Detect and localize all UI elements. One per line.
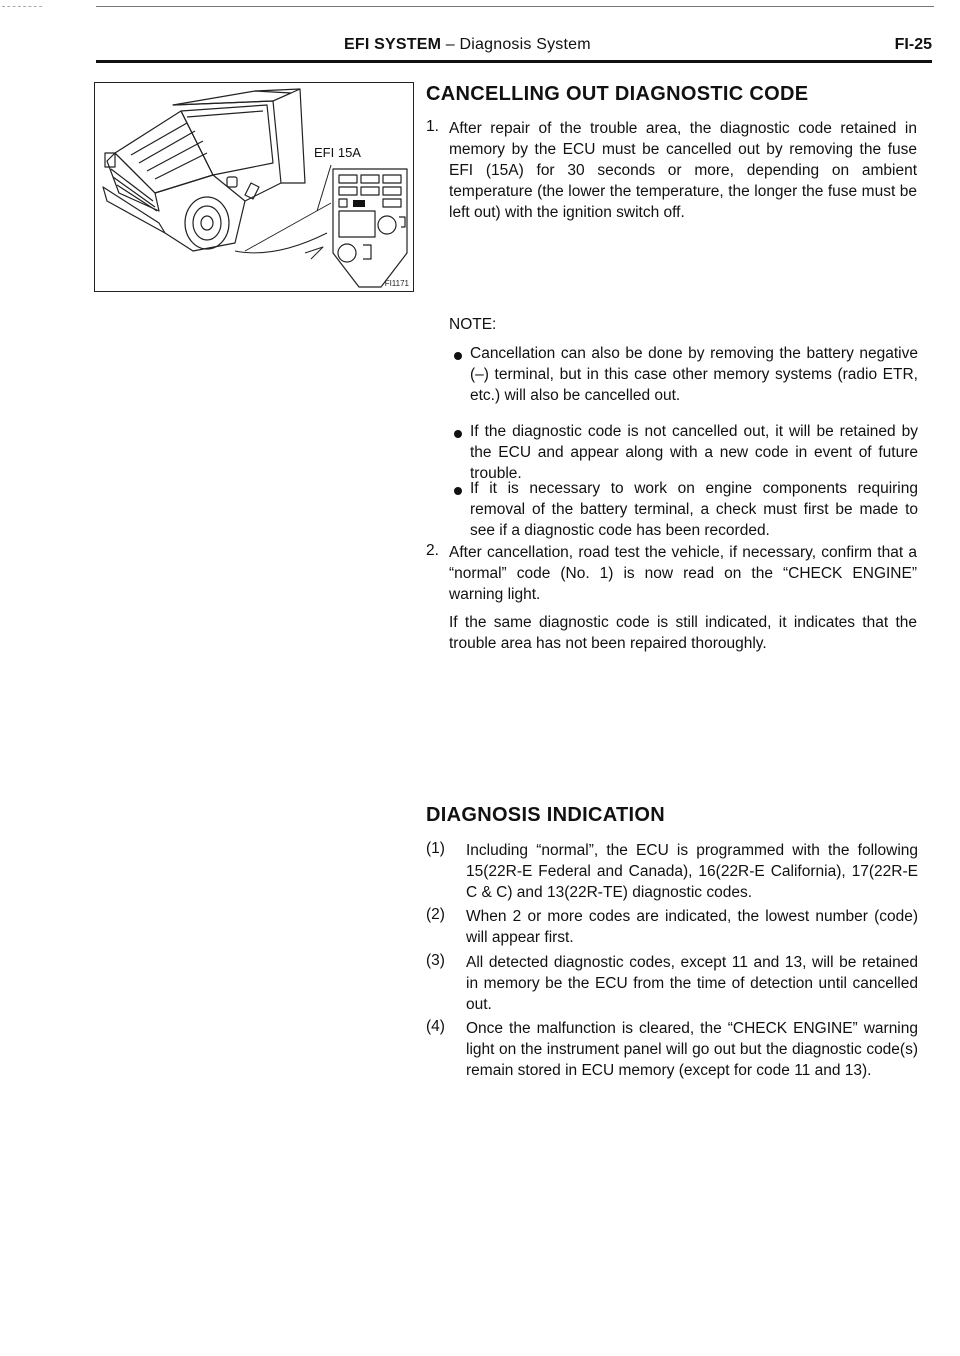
page-header [96, 36, 932, 60]
section-heading: DIAGNOSIS INDICATION [426, 804, 665, 826]
indication-text: All detected diagnostic codes, except 11 and 13, will be retained in memory be the ECU from the time of detection until cancelled out. [466, 954, 918, 1013]
note-bullet [454, 352, 462, 360]
indication-text: When 2 or more codes are indicated, the lowest number (code) will appear first. [466, 908, 918, 946]
fuse-callout-label: EFI 15A [314, 145, 361, 160]
indication-number: (1) [426, 840, 445, 857]
header-title [344, 36, 591, 54]
step-2-followup: If the same diagnostic code is still indicated, it indicates that the trouble area has not been repaired thoroughly. [449, 614, 917, 652]
step-2-number: 2. [426, 542, 439, 559]
header-rule [96, 60, 932, 63]
note-item: If it is necessary to work on engine components requiring removal of the battery terminal, a check must first be made to see if a diagnostic code has been recorded. [470, 480, 918, 539]
header-subtitle: – Diagnosis System [445, 36, 591, 53]
page-number: FI-25 [894, 36, 932, 53]
header-system: EFI SYSTEM [344, 36, 442, 53]
efi-fuse-marker [353, 200, 365, 207]
top-edge-rule [96, 6, 934, 7]
top-edge-mark [2, 6, 42, 8]
note-item: If the diagnostic code is not cancelled out, it will be retained by the ECU and appear along with a new code in event of future trouble. [470, 423, 918, 482]
step-2-text: After cancellation, road test the vehicle, if necessary, confirm that a “normal” code (No. 1) is now read on the “CHECK ENGINE” warning light. [449, 544, 917, 603]
section-diagnosis-title [426, 804, 918, 827]
note-label: NOTE: [449, 316, 497, 333]
section-heading: CANCELLING OUT DIAGNOSTIC CODE [426, 83, 809, 105]
note-bullet [454, 430, 462, 438]
fuse-location-figure [94, 82, 414, 292]
figure-code: FI1171 [384, 279, 409, 288]
step-1-number: 1. [426, 118, 439, 135]
indication-number: (4) [426, 1018, 445, 1035]
indication-text: Including “normal”, the ECU is programmed with the following 15(22R-E Federal and Canada), 16(22R-E California), 17(22R-E C & C) and 13(22R-TE) diagnostic codes. [466, 842, 918, 901]
indication-number: (2) [426, 906, 445, 923]
truck-fuse-illustration [95, 83, 413, 291]
step-1-text: After repair of the trouble area, the diagnostic code retained in memory by the ECU must be cancelled out by removing the fuse EFI (15A) for 30 seconds or more, depending on ambient temperature (the lower the temperature, the longer the fuse must be left out) with the ignition switch off. [449, 120, 917, 221]
indication-number: (3) [426, 952, 445, 969]
note-item: Cancellation can also be done by removing the battery negative (–) terminal, but in this case other memory systems (radio ETR, etc.) will also be cancelled out. [470, 345, 918, 404]
section-cancelling-title [426, 83, 918, 106]
indication-text: Once the malfunction is cleared, the “CHECK ENGINE” warning light on the instrument panel will go out but the diagnostic code(s) remain stored in ECU memory (except for code 11 and 13). [466, 1020, 918, 1079]
note-bullet [454, 487, 462, 495]
